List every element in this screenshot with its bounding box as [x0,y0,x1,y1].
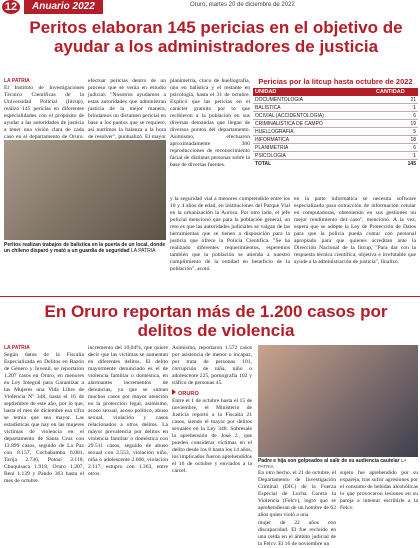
story1-headline: Peritos elaboran 145 pericias en el objetivo de ayudar a los administradores de justicia [29,18,403,56]
photo1-credit: LA PATRIA [130,248,156,254]
pericias-table [253,88,418,167]
table-total-label: TOTAL [255,160,272,167]
story2-headline: En Oruro reportan más de 1.200 casos por delitos de violencia [44,302,388,340]
table-cell: DOCUMENTOLOGIA [253,96,374,104]
story1-source: LA PATRIA [4,78,30,84]
story2-mid-text: En otro hecho, el 21 de octubre, el Departamento de Investigación Criminal (DIC) de la Fuerza Especial de Lucha Contra la Violencia (Felcv), logró que se aprehendieran de un hombre de 62 años quien violó a una [258,470,336,518]
table-cell: BALISTICA [253,104,374,112]
story1-photo-caption [4,242,166,254]
pericias-table-box [253,78,418,178]
story2-photo-caption [258,458,418,470]
table-header-cantidad: CANTIDAD [374,88,418,96]
table-cell: PSICOLOGIA [253,152,374,160]
story2-col3-text: Asimismo, reportaron 1.572 casos por asistencia de menor o incapaz, por trata de personas 101, corrupción de niña, niño o adolescente 225, pornografía 102 y tráfico de personas 45. [172,345,252,386]
story1-col2-text: efectuar pericias dentro de un proceso que se venía en estudio judicial. "Nosotros ayudamos a estas autoridades que administran justicia de la mejor manera, brindamos un dictamen pericial en base a los puntos que se requiere, así nutrimos la balanza a la hora de resolver", puntualizó. El mayor [88,78,166,140]
photo1-caption-text: Peritos realizan trabajos de balística en la puerta de un local, donde un chileno disparó y mató a un guardia de seguridad [4,242,166,254]
section-title: Anuario 2022 [24,0,103,14]
table-cell: 1 [374,104,418,112]
story1-mid-text: y la seguridad vial a menores comprendido entre los 10 y 4 años de edad, en instituciones del Parque Vial en la urbanización la Aurora. Por otro lado, el jefe policial mencionó que para la población general, un reto es que las autoridades judiciales se valgan de las herramientas que se tienen a disposición para la justicia que ofrece la Policía Científica. "Se ha realizado diferentes requerimientos, esperemos también que la población se atienda a nuestro cumplimiento de la entidad en beneficio de la población", acotó. [170,196,290,272]
table-cell: INFORMATICA [253,136,374,144]
story1-col3-text: planimetría, cinco de huellografía, uno en balística y el restante en psicología, hasta el 31 de octubre. Explicó que las pericias en el carácter gratuito por lo que recibieron a la población en sus diversas demandas que llegan de diversos puntos del departamento. Asimismo, efectuaron aproximadamente 300 reproducciones de reconocimiento facial de distintas personas sobre la base de diversas fuentes. [170,78,250,168]
table-total-value: 145 [407,160,416,167]
table-cell: OCIVIAL (ACCIDENTOLOGIA) [253,112,374,120]
photo2-caption-text: Padre e hija son golpeados al salir de su audiencia cautelar [258,458,400,464]
page-header [0,0,420,14]
table-cell: 5 [374,128,418,136]
story2-photo [258,345,418,457]
table-cell: PLANIMETRIA [253,144,374,152]
table-title: Pericias por la Iitcup hasta octubre de 2022 [258,77,413,86]
table-cell: 6 [374,112,418,120]
table-cell: 18 [374,136,418,144]
story1-mid-col [170,196,290,272]
story1-col1-text: El Instituto de Investigaciones Técnico Científicas de la Universidad Policial (Iitcup), realizó 145 pericias en diferentes especialidades con el propósito de ayudar a las autoridades de justicia a tener una visión clara de cada caso en el departamento de Oruro. [4,85,84,140]
story2-right-col [340,470,418,525]
table-row [253,112,418,120]
section-divider [0,296,420,297]
story2-subhead-oruro [172,389,252,397]
dateline: Oruro, martes 20 de diciembre de 2022 [190,2,295,8]
table-cell: 19 [374,120,418,128]
story2-mid-col [258,470,336,547]
story2-col3b-text: Entre el 1 de octubre hasta el 15 de noviembre, el Ministerio de Justicia reportó a la Fiscalía 21 casos, siendo el mayor por delitos sexuales en la Ley 348. Sobresale la aprehensión de José J., que pueden considerar víctimas en el delito desde los 8 hasta los 14 años, los implicados fueron aprehendidos el 16 de octubre y enviados a la cárcel. [172,398,252,474]
story2-col1-text: Según datos de la Fiscalía Especializada en Delitos en Razón de Género y Juvenil, se reportaron 1.207 casos en Oruro, en menores en Ley Integral para Garantizar a las Mujeres una Vida Libre de Violencia Nº 348, hasta el 16 de septiembre de este año, por lo que, hasta el mes de diciembre esa cifra se temía que sea mayor. Las estadísticas que hay en las mujeres víctimas de violencia en el departamento de Santa Cruz con 13.899 casos, seguido de La Paz con 8.157, Cochabamba 6.081, Tarija 2.736, Potosí 2.118, Chuquisaca 1.918, Oruro 1.207, Beni 1.139 y Pando 363 hasta el mes de octubre. [4,352,84,484]
story2-right-text: mujer de 22 años con discapacidad. El fue recluido en una celda en el ámbito judicial de la Felcv. El 16 de noviembre un [258,520,336,547]
table-row [253,104,418,112]
table-row [253,144,418,152]
photo2-credit: LA PATRIA [258,458,407,469]
table-cell: HUELLOGRAFIA [253,128,374,136]
table-header-unidad: UNIDAD [253,88,374,96]
story1-photo [4,140,166,240]
table-row [253,128,418,136]
story2-col2 [88,345,168,525]
story2-source: LA PATRIA [4,345,30,351]
table-row [253,136,418,144]
story1-right-col [294,196,416,294]
story2-col1 [4,345,84,525]
story1-col3 [170,78,250,198]
table-row [253,96,418,104]
table-row [253,152,418,160]
subhead-text: ORURO [178,391,199,397]
table-row [253,120,418,128]
story2-right2-text: sujeto fue aprehendido por su expareja, tras sufrir agresiones por el consumo de bebidas alcohólicas lo que provocaron lesiones en su pareja a intentar escribirle a la Felcv. [340,470,418,511]
story2-col2-text: incremento del 10,04%, que quiere decir que las víctimas se aumentan en diferentes delitos. El delito mayormente denunciado es el de violencia familiar o doméstica, en alarmantes incrementos de denuncias, ya que se suman muchos casos por mayor atención en la protección legal, asimismo, acoso sexual, acoso político, abuso sexual, violación y casos relacionados a otros delitos. La mayor prevalencia por delitos en violencia familiar o doméstica con 29.511 casos, seguido de abuso sexual con 2.553, violación niño, niña o adolescente 2.666, violación 2.117, estupro con 1.363, entre otros. [88,345,168,477]
story2-col3 [172,345,252,525]
table-cell: 6 [374,144,418,152]
table-cell: 21 [374,96,418,104]
table-cell: CRIMINALISTICA DE CAMPO [253,120,374,128]
page-number: 12 [2,0,20,14]
table-cell: 1 [374,152,418,160]
triangle-icon [172,389,176,395]
table-total-row [253,160,418,168]
story1-right-text: en la parte informática se necesita software especializado para extracción de información celular en computadoras, obteniendo en sus gestiones un mejor rendimiento del caso", mencionó. A la vez, espera que se adopte la Ley de Protección de Datos para que la policía pueda contar con personal apropiado para que quienes acreditan ante la Dirección Nacional de la Iitcup, "Para dar con la respuesta técnica científica, objetiva e irrefutable que ayude a la administración de justicia", finalizó. [294,196,416,265]
